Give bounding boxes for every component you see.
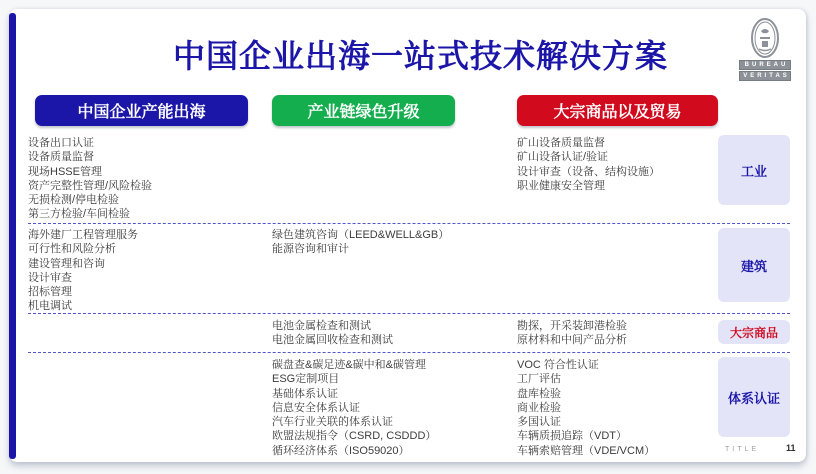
service-item: 海外建厂工程管理服务 (28, 229, 138, 241)
service-column (272, 319, 517, 348)
service-column (28, 358, 272, 458)
category-pill-capacity-abroad: 中国企业产能出海 (35, 95, 248, 126)
left-accent-bar (9, 13, 16, 459)
service-item: 第三方检验/车间检验 (28, 208, 131, 221)
service-column (28, 136, 272, 222)
service-item: VOC 符合性认证 (517, 359, 599, 371)
service-item: 绿色建筑咨询（LEED&WELL&GB） (272, 229, 450, 241)
sector-label-construction: 建筑 (718, 228, 790, 302)
service-item: 设计审查 (28, 271, 72, 284)
service-item: 车辆质损追踪（VDT） (517, 430, 627, 443)
service-item: 无损检测/停电检验 (28, 194, 120, 207)
service-item: 车辆索赔管理（VDE/VCM） (517, 444, 656, 457)
service-item: 多国认证 (517, 416, 561, 429)
service-item: 勘探，开采装卸港检验 (517, 320, 627, 332)
service-row-commodities (28, 319, 718, 348)
service-row-construction (28, 228, 718, 314)
service-item: 循环经济体系（ISO59020） (272, 444, 410, 457)
service-item: ESG定制项目 (272, 373, 340, 386)
service-column (517, 319, 718, 348)
service-item: 现场HSSE管理 (28, 165, 102, 178)
service-column (517, 136, 718, 222)
service-item: 电池金属回收检查和测试 (272, 334, 393, 347)
service-item: 矿山设备认证/验证 (517, 151, 609, 164)
service-column (517, 358, 718, 458)
service-item: 资产完整性管理/风险检验 (28, 179, 153, 192)
service-item: 商业检验 (517, 401, 561, 414)
service-item: 设备质量监督 (28, 151, 94, 164)
dashed-separator (28, 352, 790, 353)
category-pill-green-upgrade: 产业链绿色升级 (272, 95, 455, 126)
service-item: 招标管理 (28, 286, 72, 299)
logo-text-veritas: VERITAS (739, 71, 791, 81)
service-item: 欧盟法规指令（CSRD, CSDDD） (272, 430, 437, 443)
service-item: 机电调试 (28, 300, 72, 313)
service-item: 汽车行业关联的体系认证 (272, 416, 393, 429)
service-row-certification (28, 358, 718, 458)
service-item: 设计审查（设备、结构设施） (517, 165, 660, 178)
service-item: 工厂评估 (517, 373, 561, 386)
dashed-separator (28, 223, 790, 224)
service-column (272, 228, 517, 314)
sector-label-commodities: 大宗商品 (718, 320, 790, 344)
service-column (517, 228, 718, 314)
service-item: 盘库检验 (517, 387, 561, 400)
service-item: 碳盘查&碳足迹&碳中和&碳管理 (272, 359, 427, 371)
dashed-separator (28, 313, 790, 314)
logo-text-bureau: BUREAU (739, 60, 791, 70)
service-column (28, 319, 272, 348)
service-item: 矿山设备质量监督 (517, 137, 605, 149)
slide-title: 中国企业出海一站式技术解决方案 (172, 38, 668, 74)
service-item: 可行性和风险分析 (28, 243, 116, 256)
service-row-industry (28, 136, 718, 222)
service-column (272, 136, 517, 222)
category-pill-commodities-trade: 大宗商品以及贸易 (517, 95, 718, 126)
slide-card (9, 9, 806, 462)
bureau-veritas-emblem-icon (736, 17, 794, 59)
service-item: 职业健康安全管理 (517, 179, 605, 192)
service-item: 能源咨询和审计 (272, 243, 349, 256)
service-item: 设备出口认证 (28, 137, 94, 149)
service-item: 原材料和中间产品分析 (517, 334, 627, 347)
service-column (272, 358, 517, 458)
service-item: 建设管理和咨询 (28, 257, 105, 270)
service-item: 基础体系认证 (272, 387, 338, 400)
service-item: 信息安全体系认证 (272, 401, 360, 414)
page-number: 11 (786, 443, 796, 453)
sector-label-industry: 工业 (718, 135, 790, 205)
footer-title-label: TITLE (725, 446, 760, 453)
service-column (28, 228, 272, 314)
bureau-veritas-logo (736, 17, 794, 81)
sector-label-certification: 体系认证 (718, 357, 790, 437)
service-item: 电池金属检查和测试 (272, 320, 371, 332)
